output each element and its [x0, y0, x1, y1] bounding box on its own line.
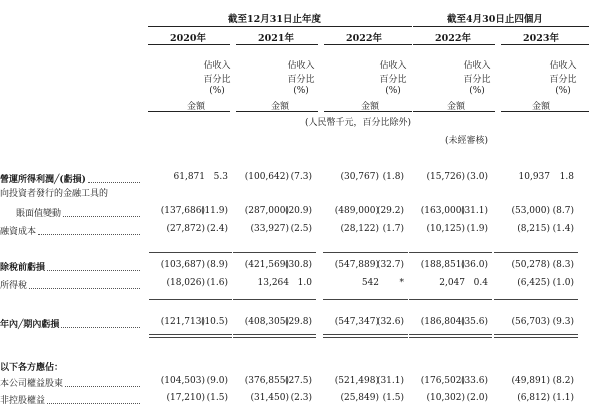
amount-cell: (137,686): [160, 206, 205, 216]
subtotal-rule: [494, 252, 578, 253]
percent-cell: (2.5): [290, 224, 312, 234]
pct-header-line: (%): [293, 86, 309, 96]
year-header-2022-4m: 2022年: [435, 33, 471, 44]
leader-dots: [47, 270, 140, 271]
subtotal-rule: [409, 299, 492, 300]
subheader-rule-3: [324, 111, 412, 112]
year-header-2021: 2021年: [258, 33, 294, 44]
total-double-rule: [409, 334, 492, 335]
percent-cell: (1.8): [382, 172, 404, 182]
total-double-rule: [233, 334, 316, 335]
percent-cell: (2.4): [206, 224, 228, 234]
year-rule-4: [413, 44, 495, 45]
amount-cell: (28,122): [340, 224, 379, 234]
group-header-years: 截至12月31日止年度: [228, 14, 321, 25]
year-rule-1: [148, 44, 230, 45]
percent-cell: (20.9): [284, 206, 312, 216]
percent-cell: (1.1): [552, 393, 574, 403]
group-rule-years: [148, 26, 412, 27]
percent-cell: (32.6): [376, 317, 404, 327]
pct-header-line: 佔收入: [379, 61, 407, 71]
row-label: 向投資者發行的金融工具的: [0, 189, 109, 199]
amount-cell: (33,927): [250, 224, 289, 234]
amount-cell: (6,425): [517, 278, 550, 288]
pct-header-line: (%): [385, 86, 401, 96]
total-double-rule: [494, 334, 578, 335]
subtotal-rule: [494, 299, 578, 300]
amount-cell: (50,278): [511, 260, 550, 270]
amount-cell: (10,125): [426, 224, 465, 234]
amount-cell: (376,855): [244, 376, 289, 386]
percent-cell: (31.1): [460, 206, 488, 216]
pct-header-line: 佔收入: [203, 61, 231, 71]
amount-cell: (176,502): [420, 376, 465, 386]
percent-cell: (1.7): [382, 224, 404, 234]
pct-header-line: (%): [469, 86, 485, 96]
row-label: 本公司權益股東: [0, 379, 64, 389]
percent-cell: (1.9): [466, 224, 488, 234]
year-header-2023-4m: 2023年: [523, 33, 559, 44]
total-double-rule: [409, 337, 492, 338]
amount-cell: (17,210): [166, 393, 205, 403]
pct-header-line: 百分比: [287, 75, 315, 85]
year-header-2022: 2022年: [346, 33, 382, 44]
percent-cell: (31.1): [376, 376, 404, 386]
leader-dots: [88, 182, 140, 183]
percent-cell: (3.0): [466, 172, 488, 182]
pct-header-line: 百分比: [203, 75, 231, 85]
leader-dots: [65, 386, 140, 387]
amount-cell: (521,498): [334, 376, 379, 386]
amount-cell: 13,264: [257, 278, 289, 288]
row-label: 賬面值變動: [16, 209, 62, 219]
row-label: 以下各方應佔：: [0, 363, 64, 373]
subheader-rule-4: [413, 111, 495, 112]
percent-cell: (36.0): [460, 260, 488, 270]
pct-header-line: 百分比: [463, 75, 491, 85]
total-double-rule: [233, 337, 316, 338]
amount-cell: (103,687): [160, 260, 205, 270]
amount-cell: (56,703): [511, 317, 550, 327]
percent-cell: 1.0: [297, 278, 312, 288]
amount-cell: (31,450): [250, 393, 289, 403]
unaudited-note: (未經審核): [445, 136, 489, 146]
subheader-rule-5: [501, 111, 589, 112]
percent-cell: (1.0): [552, 278, 574, 288]
amount-header: 金額: [186, 102, 205, 112]
group-rule-months: [413, 26, 589, 27]
percent-cell: (1.5): [206, 393, 228, 403]
amount-cell: (421,569): [244, 260, 289, 270]
percent-cell: (1.6): [206, 278, 228, 288]
percent-cell: 0.4: [473, 278, 488, 288]
pct-header-line: 百分比: [379, 75, 407, 85]
row-label: 所得稅: [0, 281, 28, 291]
percent-cell: (1.5): [382, 393, 404, 403]
amount-header: 金額: [360, 102, 379, 112]
amount-cell: (8,215): [517, 224, 550, 234]
total-double-rule: [323, 334, 408, 335]
percent-cell: (11.9): [200, 206, 228, 216]
total-double-rule: [149, 334, 232, 335]
amount-cell: 2,047: [439, 278, 465, 288]
amount-cell: (186,804): [420, 317, 465, 327]
leader-dots: [29, 288, 140, 289]
amount-cell: (287,000): [244, 206, 289, 216]
row-label: 融資成本: [0, 227, 37, 237]
pct-header-line: (%): [209, 86, 225, 96]
percent-cell: (8.3): [552, 260, 574, 270]
row-label: 除稅前虧損: [0, 263, 46, 273]
row-label: 非控股權益: [0, 396, 46, 406]
total-double-rule: [323, 337, 408, 338]
subtotal-rule: [323, 252, 408, 253]
pct-header-line: (%): [555, 86, 571, 96]
amount-cell: 10,937: [518, 172, 550, 182]
percent-cell: 1.8: [559, 172, 574, 182]
percent-cell: (8.2): [552, 376, 574, 386]
amount-cell: (121,713): [160, 317, 205, 327]
percent-cell: (9.3): [552, 317, 574, 327]
percent-cell: 5.3: [213, 172, 228, 182]
amount-cell: (30,767): [340, 172, 379, 182]
amount-cell: (188,851): [420, 260, 465, 270]
percent-cell: (2.3): [290, 393, 312, 403]
percent-cell: (1.4): [552, 224, 574, 234]
row-label: 年內╱期內虧損: [0, 320, 60, 330]
amount-cell: (15,726): [426, 172, 465, 182]
subtotal-rule: [149, 252, 232, 253]
amount-cell: (49,891): [511, 376, 550, 386]
subtotal-rule: [323, 299, 408, 300]
percent-cell: (8.7): [552, 206, 574, 216]
amount-cell: (489,000): [334, 206, 379, 216]
subtotal-rule: [233, 252, 316, 253]
subheader-rule-2: [236, 111, 318, 112]
amount-cell: (10,302): [426, 393, 465, 403]
percent-cell: *: [399, 278, 404, 288]
amount-cell: (163,000): [420, 206, 465, 216]
amount-header: 金額: [531, 102, 550, 112]
percent-cell: (2.0): [466, 393, 488, 403]
leader-dots: [38, 234, 140, 235]
leader-dots: [47, 403, 140, 404]
amount-cell: (547,889): [334, 260, 379, 270]
percent-cell: (33.6): [460, 376, 488, 386]
percent-cell: (29.2): [376, 206, 404, 216]
percent-cell: (35.6): [460, 317, 488, 327]
pct-header-line: 佔收入: [463, 61, 491, 71]
percent-cell: (7.3): [290, 172, 312, 182]
amount-header: 金額: [270, 102, 289, 112]
leader-dots: [63, 216, 140, 217]
amount-cell: (18,026): [166, 278, 205, 288]
percent-cell: (29.8): [284, 317, 312, 327]
percent-cell: (32.7): [376, 260, 404, 270]
subtotal-rule: [409, 252, 492, 253]
subtotal-rule: [149, 299, 232, 300]
pct-header-line: 佔收入: [549, 61, 577, 71]
percent-cell: (9.0): [206, 376, 228, 386]
group-header-months: 截至4月30日止四個月: [447, 14, 543, 25]
total-double-rule: [149, 337, 232, 338]
year-rule-5: [501, 44, 589, 45]
percent-cell: (30.8): [284, 260, 312, 270]
amount-header: 金額: [446, 102, 465, 112]
pct-header-line: 佔收入: [287, 61, 315, 71]
amount-cell: (6,812): [517, 393, 550, 403]
unit-note: (人民幣千元，百分比除外): [305, 118, 412, 128]
amount-cell: 61,871: [173, 172, 205, 182]
amount-cell: (27,872): [166, 224, 205, 234]
amount-cell: (408,305): [244, 317, 289, 327]
subtotal-rule: [233, 299, 316, 300]
amount-cell: (104,503): [160, 376, 205, 386]
row-label: 營運所得利潤╱(虧損): [0, 175, 86, 185]
percent-cell: (27.5): [284, 376, 312, 386]
amount-cell: (25,849): [340, 393, 379, 403]
year-rule-3: [324, 44, 412, 45]
amount-cell: 542: [361, 278, 379, 288]
leader-dots: [61, 327, 140, 328]
total-double-rule: [494, 337, 578, 338]
percent-cell: (10.5): [200, 317, 228, 327]
amount-cell: (547,347): [334, 317, 379, 327]
year-header-2020: 2020年: [170, 33, 206, 44]
pct-header-line: 百分比: [549, 75, 577, 85]
percent-cell: (8.9): [206, 260, 228, 270]
amount-cell: (53,000): [511, 206, 550, 216]
year-rule-2: [236, 44, 318, 45]
amount-cell: (100,642): [244, 172, 289, 182]
subheader-rule-1: [148, 111, 230, 112]
